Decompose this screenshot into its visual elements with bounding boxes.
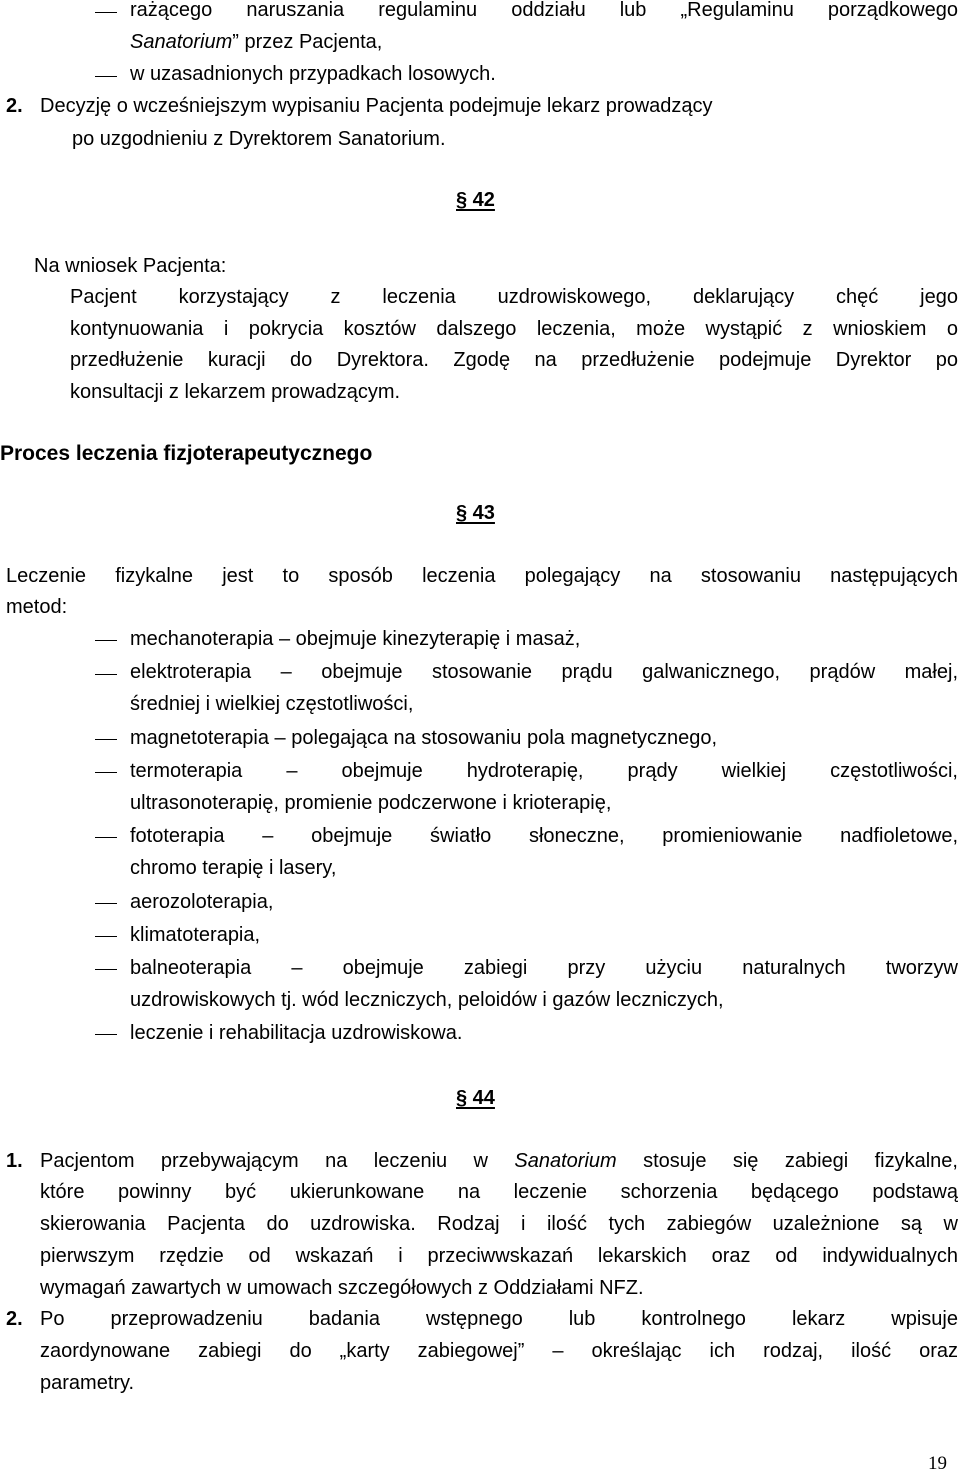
point-number: 1. bbox=[6, 1150, 23, 1172]
paragraph-line: pierwszym rzędzie od wskazań i przeciwwskazań lekarskich oraz od indywidualnych bbox=[40, 1245, 958, 1267]
paragraph-line: skierowania Pacjenta do uzdrowiska. Rodzaj i ilość tych zabiegów uzależnione są w bbox=[40, 1213, 958, 1235]
page-number: 19 bbox=[928, 1453, 947, 1474]
paragraph-line: Po przeprowadzeniu badania wstępnego lub kontrolnego lekarz wpisuje bbox=[40, 1308, 958, 1330]
paragraph-line: parametry. bbox=[40, 1372, 135, 1394]
point-number: 2. bbox=[6, 95, 23, 117]
method-item-cont: ultrasonoterapię, promienie podczerwone i krioterapię, bbox=[130, 792, 612, 814]
paragraph-line bbox=[40, 1145, 958, 1177]
list-dash bbox=[95, 76, 117, 77]
method-item: balneoterapia – obejmuje zabiegi przy użyciu naturalnych tworzyw bbox=[130, 957, 958, 979]
method-item: aerozoloterapia, bbox=[130, 891, 274, 913]
method-item-cont: średniej i wielkiej częstotliwości, bbox=[130, 693, 414, 715]
paragraph-line: kontynuowania i pokrycia kosztów dalszego leczenia, może wystąpić z wnioskiem o bbox=[70, 318, 958, 340]
list-dash bbox=[95, 969, 117, 970]
paragraph-line: Pacjent korzystający z leczenia uzdrowiskowego, deklarujący chęć jego bbox=[70, 286, 958, 308]
paragraph-line: wymagań zawartych w umowach szczegółowych z Oddziałami NFZ. bbox=[40, 1277, 644, 1299]
list-dash bbox=[95, 674, 117, 675]
paragraph-line: konsultacji z lekarzem prowadzącym. bbox=[70, 381, 401, 403]
list-dash bbox=[95, 903, 117, 904]
list-dash bbox=[95, 739, 117, 740]
method-item: termoterapia – obejmuje hydroterapię, prądy wielkiej częstotliwości, bbox=[130, 760, 958, 782]
italic-term: Sanatorium bbox=[514, 1150, 617, 1172]
paragraph-line: Leczenie fizykalne jest to sposób leczenia polegający na stosowaniu następujących bbox=[6, 565, 958, 587]
method-item-cont: uzdrowiskowych tj. wód leczniczych, peloidów i gazów leczniczych, bbox=[130, 989, 724, 1011]
section-heading: Proces leczenia fizjoterapeutycznego bbox=[0, 442, 373, 465]
list-dash bbox=[95, 1034, 117, 1035]
list-dash bbox=[95, 837, 117, 838]
paragraph-line: zaordynowane zabiegi do „karty zabiegowej” – określając ich rodzaj, ilość oraz bbox=[40, 1340, 958, 1362]
method-item: magnetoterapia – polegająca na stosowaniu pola magnetycznego, bbox=[130, 727, 718, 749]
section-sign-42: § 42 bbox=[456, 189, 495, 211]
list-item-text: w uzasadnionych przypadkach losowych. bbox=[130, 63, 496, 85]
method-item: klimatoterapia, bbox=[130, 924, 261, 946]
paragraph-line: które powinny być ukierunkowane na leczenie schorzenia będącego podstawą bbox=[40, 1181, 958, 1203]
list-item-text-rest: ” przez Pacjenta, bbox=[232, 31, 383, 53]
method-item: fototerapia – obejmuje światło słoneczne, promieniowanie nadfioletowe, bbox=[130, 825, 958, 847]
paragraph-intro: Na wniosek Pacjenta: bbox=[34, 255, 227, 277]
paragraph-line: Decyzję o wcześniejszym wypisaniu Pacjenta podejmuje lekarz prowadzący bbox=[40, 95, 713, 117]
method-item: elektroterapia – obejmuje stosowanie prądu galwanicznego, prądów małej, bbox=[130, 661, 958, 683]
text-run: Pacjentom przebywającym na leczeniu w bbox=[40, 1150, 488, 1172]
section-sign-43: § 43 bbox=[456, 502, 495, 524]
text-run: stosuje się zabiegi fizykalne, bbox=[643, 1150, 958, 1172]
list-item-text: rażącego naruszania regulaminu oddziału lub „Regulaminu porządkowego bbox=[130, 0, 958, 21]
point-number: 2. bbox=[6, 1308, 23, 1330]
list-dash bbox=[95, 936, 117, 937]
italic-term: Sanatorium bbox=[130, 31, 233, 53]
list-item-text bbox=[130, 26, 958, 58]
paragraph-line: po uzgodnieniu z Dyrektorem Sanatorium. bbox=[72, 128, 446, 150]
paragraph-line: przedłużenie kuracji do Dyrektora. Zgodę na przedłużenie podejmuje Dyrektor po bbox=[70, 349, 958, 371]
paragraph-line: metod: bbox=[6, 596, 68, 618]
section-sign-44: § 44 bbox=[456, 1087, 495, 1109]
method-item-cont: chromo terapię i lasery, bbox=[130, 857, 337, 879]
list-dash bbox=[95, 640, 117, 641]
list-dash bbox=[95, 772, 117, 773]
method-item: mechanoterapia – obejmuje kinezyterapię i masaż, bbox=[130, 628, 581, 650]
method-item: leczenie i rehabilitacja uzdrowiskowa. bbox=[130, 1022, 463, 1044]
list-dash bbox=[95, 12, 117, 13]
